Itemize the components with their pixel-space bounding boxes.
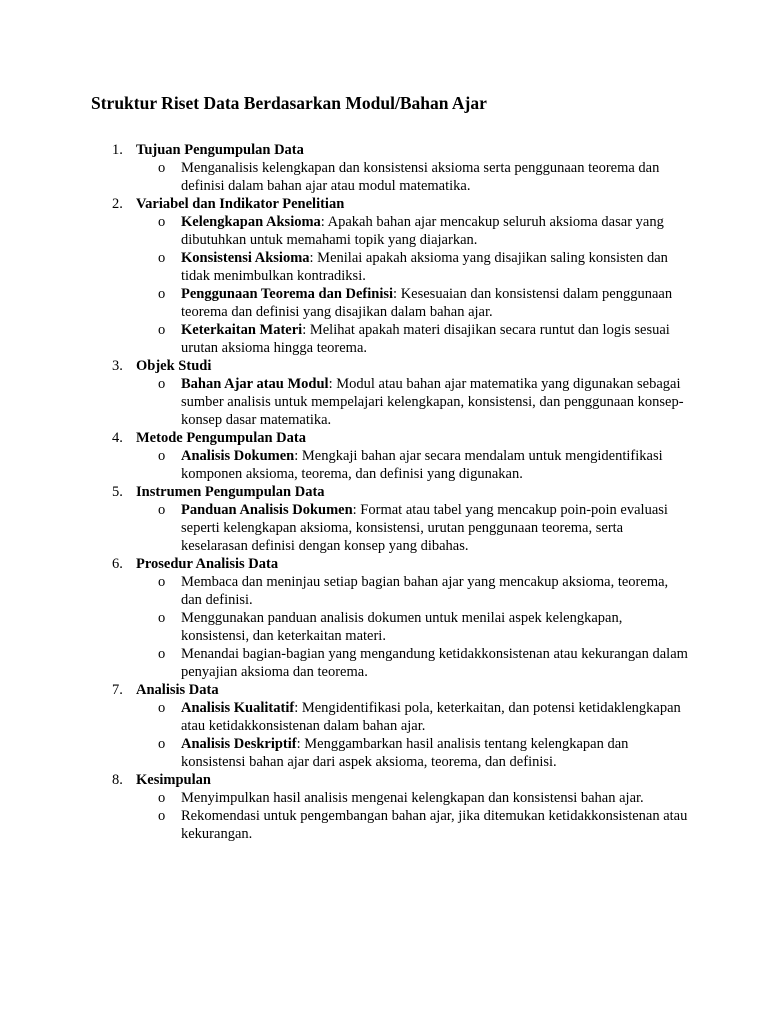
- bullet-list: [136, 213, 691, 357]
- list-item: [136, 807, 691, 843]
- section-3: [91, 357, 691, 429]
- list-item-text: : Mengidentifikasi pola, keterkaitan, dan potensi ketidaklengkapan atau ketidakkonsistenan dalam bahan ajar.: [181, 700, 681, 734]
- list-item: [136, 789, 691, 807]
- list-item-body: [181, 213, 691, 249]
- section-8: [91, 771, 691, 843]
- list-item-label: Konsistensi Aksioma: [181, 250, 310, 266]
- list-item: [136, 447, 691, 483]
- list-item: [136, 609, 691, 645]
- list-item: [136, 735, 691, 771]
- circle-bullet-icon: o: [158, 376, 166, 392]
- list-item-text: Membaca dan meninjau setiap bagian bahan ajar yang mencakup aksioma, teorema, dan definisi.: [181, 574, 669, 608]
- list-item-body: [181, 249, 691, 285]
- circle-bullet-icon: o: [158, 736, 166, 752]
- list-item-text: : Apakah bahan ajar mencakup seluruh aksioma dasar yang dibutuhkan untuk memahami topik yang diajarkan.: [181, 214, 664, 248]
- section-6: [91, 555, 691, 681]
- section-number: 1.: [112, 142, 123, 158]
- circle-bullet-icon: o: [158, 502, 166, 518]
- list-item-body: [181, 285, 691, 321]
- list-item: [136, 699, 691, 735]
- section-title: Tujuan Pengumpulan Data: [136, 142, 304, 158]
- circle-bullet-icon: o: [158, 250, 166, 266]
- list-item-text: Rekomendasi untuk pengembangan bahan ajar, jika ditemukan ketidakkonsistenan atau kekurangan.: [181, 808, 688, 842]
- list-item-body: [181, 573, 691, 609]
- section-list: [91, 141, 691, 843]
- bullet-list: [136, 573, 691, 681]
- list-item-body: [181, 609, 691, 645]
- list-item-body: [181, 375, 691, 429]
- section-title: Metode Pengumpulan Data: [136, 430, 306, 446]
- bullet-list: [136, 501, 691, 555]
- list-item: [136, 375, 691, 429]
- list-item-label: Kelengkapan Aksioma: [181, 214, 321, 230]
- section-title: Prosedur Analisis Data: [136, 556, 279, 572]
- list-item: [136, 213, 691, 249]
- list-item-label: Bahan Ajar atau Modul: [181, 376, 329, 392]
- circle-bullet-icon: o: [158, 646, 166, 662]
- list-item-body: [181, 321, 691, 357]
- list-item-label: Penggunaan Teorema dan Definisi: [181, 286, 394, 302]
- section-number: 4.: [112, 430, 123, 446]
- list-item-label: Analisis Deskriptif: [181, 736, 297, 752]
- section-number: 7.: [112, 682, 123, 698]
- list-item-text: : Format atau tabel yang mencakup poin-poin evaluasi seperti kelengkapan aksioma, konsistensi, urutan penggunaan teorema, serta keselarasan definisi dengan konsep yang dibahas.: [181, 502, 668, 554]
- circle-bullet-icon: o: [158, 610, 166, 626]
- list-item-text: Menyimpulkan hasil analisis mengenai kelengkapan dan konsistensi bahan ajar.: [181, 790, 644, 806]
- list-item-text: Menganalisis kelengkapan dan konsistensi aksioma serta penggunaan teorema dan definisi dalam bahan ajar atau modul matematika.: [181, 160, 660, 194]
- circle-bullet-icon: o: [158, 214, 166, 230]
- list-item-body: [181, 699, 691, 735]
- bullet-list: [136, 375, 691, 429]
- list-item-text: : Melihat apakah materi disajikan secara runtut dan logis sesuai urutan aksioma hingga teorema.: [181, 322, 670, 356]
- section-number: 5.: [112, 484, 123, 500]
- list-item-text: : Modul atau bahan ajar matematika yang digunakan sebagai sumber analisis untuk mempelajari kelengkapan, konsistensi, dan penggunaan konsep-konsep dasar matematika.: [181, 376, 684, 428]
- list-item: [136, 285, 691, 321]
- bullet-list: [136, 699, 691, 771]
- section-5: [91, 483, 691, 555]
- document-page: [91, 92, 691, 843]
- section-number: 6.: [112, 556, 123, 572]
- circle-bullet-icon: o: [158, 322, 166, 338]
- document-title: Struktur Riset Data Berdasarkan Modul/Bahan Ajar: [91, 93, 487, 113]
- list-item-body: [181, 735, 691, 771]
- section-number: 3.: [112, 358, 123, 374]
- list-item-body: [181, 807, 691, 843]
- circle-bullet-icon: o: [158, 700, 166, 716]
- list-item: [136, 159, 691, 195]
- list-item-text: : Kesesuaian dan konsistensi dalam penggunaan teorema dan definisi yang disajikan dalam bahan ajar.: [181, 286, 673, 320]
- section-1: [91, 141, 691, 195]
- list-item-text: Menggunakan panduan analisis dokumen untuk menilai aspek kelengkapan, konsistensi, dan keterkaitan materi.: [181, 610, 623, 644]
- list-item-text: : Menggambarkan hasil analisis tentang kelengkapan dan konsistensi bahan ajar dari aspek aksioma, teorema, dan definisi.: [181, 736, 629, 770]
- list-item-body: [181, 501, 691, 555]
- list-item-label: Keterkaitan Materi: [181, 322, 303, 338]
- bullet-list: [136, 447, 691, 483]
- list-item: [136, 645, 691, 681]
- section-title: Analisis Data: [136, 682, 219, 698]
- list-item: [136, 321, 691, 357]
- section-number: 2.: [112, 196, 123, 212]
- section-7: [91, 681, 691, 771]
- list-item-body: [181, 789, 691, 807]
- bullet-list: [136, 159, 691, 195]
- section-title: Objek Studi: [136, 358, 212, 374]
- section-title: Kesimpulan: [136, 772, 211, 788]
- list-item: [136, 501, 691, 555]
- bullet-list: [136, 789, 691, 843]
- section-title: Variabel dan Indikator Penelitian: [136, 196, 345, 212]
- list-item-text: Menandai bagian-bagian yang mengandung ketidakkonsistenan atau kekurangan dalam penyajian aksioma dan teorema.: [181, 646, 688, 680]
- section-4: [91, 429, 691, 483]
- list-item-label: Panduan Analisis Dokumen: [181, 502, 353, 518]
- circle-bullet-icon: o: [158, 160, 166, 176]
- list-item-body: [181, 447, 691, 483]
- list-item-label: Analisis Kualitatif: [181, 700, 295, 716]
- list-item-body: [181, 645, 691, 681]
- section-title: Instrumen Pengumpulan Data: [136, 484, 325, 500]
- list-item: [136, 573, 691, 609]
- list-item-text: : Menilai apakah aksioma yang disajikan saling konsisten dan tidak menimbulkan kontradiksi.: [181, 250, 668, 284]
- list-item-text: : Mengkaji bahan ajar secara mendalam untuk mengidentifikasi komponen aksioma, teorema, dan definisi yang digunakan.: [181, 448, 663, 482]
- circle-bullet-icon: o: [158, 286, 166, 302]
- circle-bullet-icon: o: [158, 448, 166, 464]
- circle-bullet-icon: o: [158, 808, 166, 824]
- circle-bullet-icon: o: [158, 574, 166, 590]
- section-number: 8.: [112, 772, 123, 788]
- section-2: [91, 195, 691, 357]
- circle-bullet-icon: o: [158, 790, 166, 806]
- list-item: [136, 249, 691, 285]
- list-item-label: Analisis Dokumen: [181, 448, 295, 464]
- list-item-body: [181, 159, 691, 195]
